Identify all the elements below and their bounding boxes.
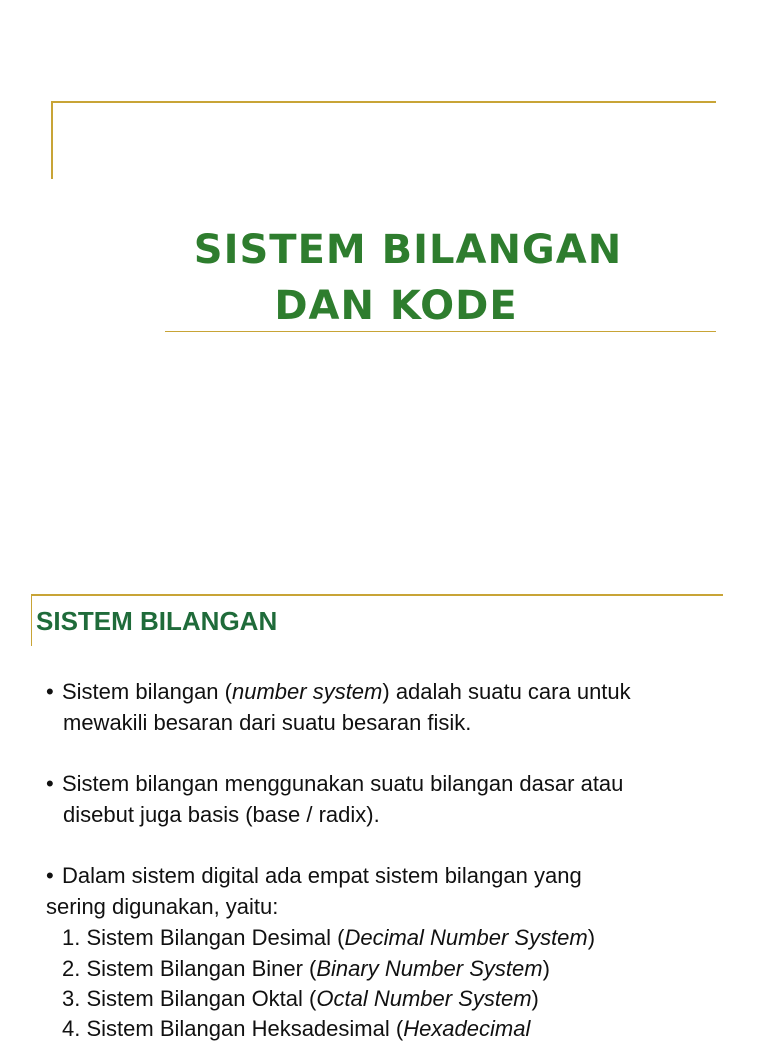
- bullet-2-line-1: [46, 768, 746, 799]
- bullet-3-line-1: [46, 860, 746, 891]
- bullet-2-text: Sistem bilangan menggunakan suatu bilangan dasar atau: [62, 771, 624, 796]
- list-number: 1.: [62, 925, 81, 950]
- bullet-paragraph-2: [46, 768, 746, 830]
- list-italic: Hexadecimal: [403, 1016, 531, 1041]
- list-number: 2.: [62, 956, 81, 981]
- bullet-1-italic: number system: [231, 679, 383, 704]
- bullet-paragraph-3: [46, 860, 746, 922]
- bullet-1-text-end: ) adalah suatu cara untuk: [382, 679, 631, 704]
- list-item: [62, 1013, 530, 1044]
- list-text: Sistem Bilangan Heksadesimal (: [86, 1016, 404, 1041]
- list-close: ): [531, 986, 539, 1011]
- list-number: 4.: [62, 1016, 81, 1041]
- slide1-title-underline: [165, 331, 716, 332]
- slide1-top-rule: [51, 101, 716, 103]
- list-close: ): [542, 956, 550, 981]
- bullet-3-text: Dalam sistem digital ada empat sistem bilangan yang: [62, 863, 582, 888]
- bullet-symbol: •: [46, 771, 54, 796]
- list-close: ): [587, 925, 596, 950]
- list-number: 3.: [62, 986, 81, 1011]
- list-item: [62, 922, 595, 953]
- slide1-title-line2: DAN KODE: [274, 283, 518, 329]
- bullet-1-line-2: mewakili besaran dari suatu besaran fisik.: [63, 710, 472, 735]
- slide1-left-rule: [51, 101, 53, 179]
- slide2-heading: SISTEM BILANGAN: [36, 606, 278, 636]
- bullet-1-line-1: [46, 676, 746, 707]
- list-item: [62, 953, 550, 984]
- bullet-2-line-2: disebut juga basis (base / radix).: [63, 802, 380, 827]
- list-italic: Decimal Number System: [344, 925, 588, 950]
- bullet-symbol: •: [46, 679, 54, 704]
- list-italic: Octal Number System: [316, 986, 532, 1011]
- bullet-3-line-2: sering digunakan, yaitu:: [46, 894, 279, 919]
- bullet-paragraph-1: [46, 676, 746, 738]
- list-text: Sistem Bilangan Biner (: [86, 956, 317, 981]
- list-text: Sistem Bilangan Desimal (: [86, 925, 345, 950]
- slide2-left-rule: [31, 594, 32, 646]
- list-item: [62, 983, 539, 1014]
- list-italic: Binary Number System: [316, 956, 543, 981]
- bullet-symbol: •: [46, 863, 54, 888]
- slide1-title-line1: SISTEM BILANGAN: [193, 227, 623, 273]
- list-text: Sistem Bilangan Oktal (: [86, 986, 317, 1011]
- slide2-top-rule: [31, 594, 723, 596]
- bullet-1-text: Sistem bilangan (: [62, 679, 232, 704]
